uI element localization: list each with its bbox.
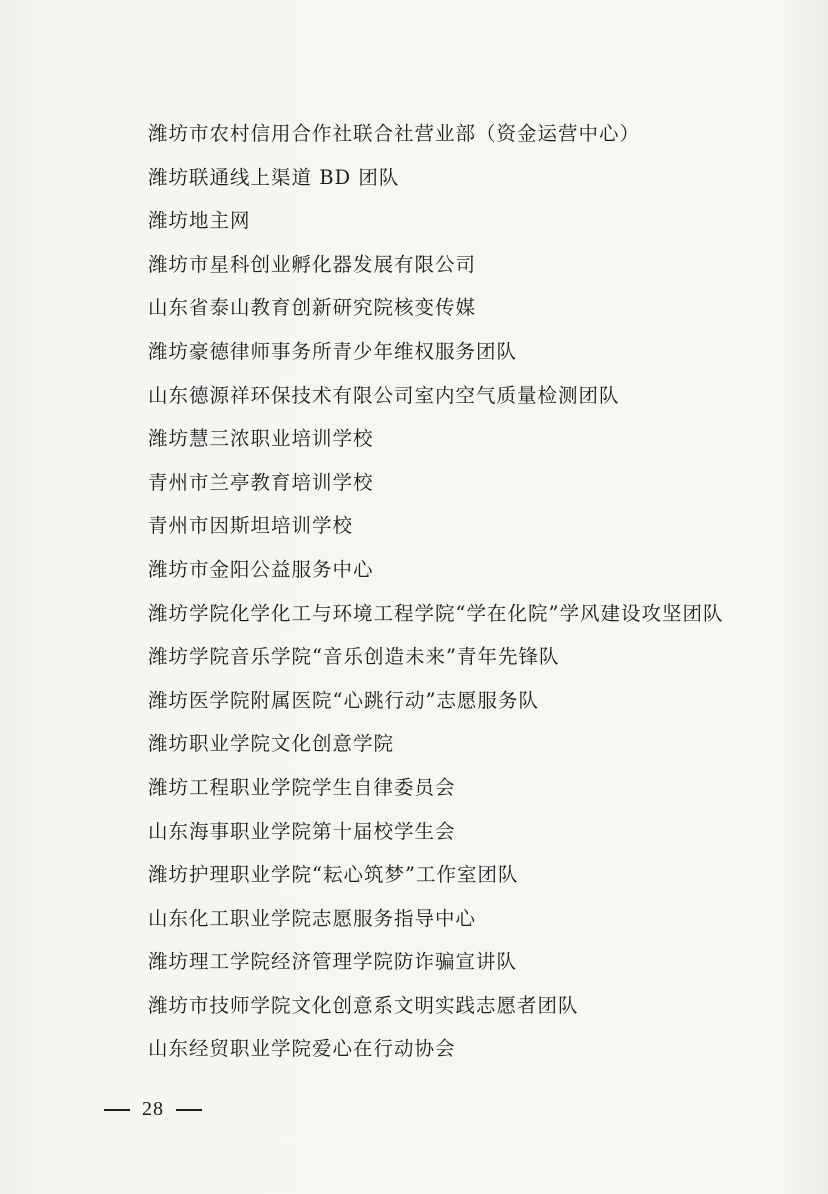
list-item: 潍坊市金阳公益服务中心	[148, 557, 374, 581]
dash-right	[176, 1109, 202, 1111]
list-item: 青州市因斯坦培训学校	[148, 514, 354, 538]
list-item: 山东省泰山教育创新研究院核变传媒	[148, 296, 477, 320]
list-item: 潍坊护理职业学院“耘心筑梦”工作室团队	[148, 863, 519, 887]
list-item: 潍坊地主网	[148, 209, 251, 233]
list-item: 潍坊学院化学化工与环境工程学院“学在化院”学风建设攻坚团队	[148, 601, 724, 625]
list-item: 山东海事职业学院第十届校学生会	[148, 819, 456, 843]
list-item: 潍坊市农村信用合作社联合社营业部（资金运营中心）	[148, 122, 641, 145]
list-item: 潍坊慧三浓职业培训学校	[148, 427, 374, 451]
list-item: 潍坊市星科创业孵化器发展有限公司	[148, 252, 477, 276]
list-item: 潍坊职业学院文化创意学院	[148, 732, 395, 756]
list-item: 潍坊联通线上渠道 BD 团队	[148, 165, 400, 189]
list-item: 潍坊学院音乐学院“音乐创造未来”青年先锋队	[148, 645, 560, 669]
list-item: 潍坊市技师学院文化创意系文明实践志愿者团队	[148, 993, 579, 1017]
list-item: 潍坊工程职业学院学生自律委员会	[148, 775, 456, 799]
organization-list	[148, 112, 808, 1071]
list-item: 山东德源祥环保技术有限公司室内空气质量检测团队	[148, 383, 620, 407]
dash-left	[104, 1109, 130, 1111]
page-footer	[98, 1098, 208, 1121]
list-item: 潍坊豪德律师事务所青少年维权服务团队	[148, 339, 518, 363]
list-item: 潍坊理工学院经济管理学院防诈骗宣讲队	[148, 950, 518, 974]
page-number: 28	[142, 1098, 164, 1120]
list-item: 山东化工职业学院志愿服务指导中心	[148, 906, 477, 930]
list-item: 潍坊医学院附属医院“心跳行动”志愿服务队	[148, 688, 539, 712]
list-item: 青州市兰亭教育培训学校	[148, 470, 374, 494]
list-item: 山东经贸职业学院爱心在行动协会	[148, 1037, 456, 1061]
